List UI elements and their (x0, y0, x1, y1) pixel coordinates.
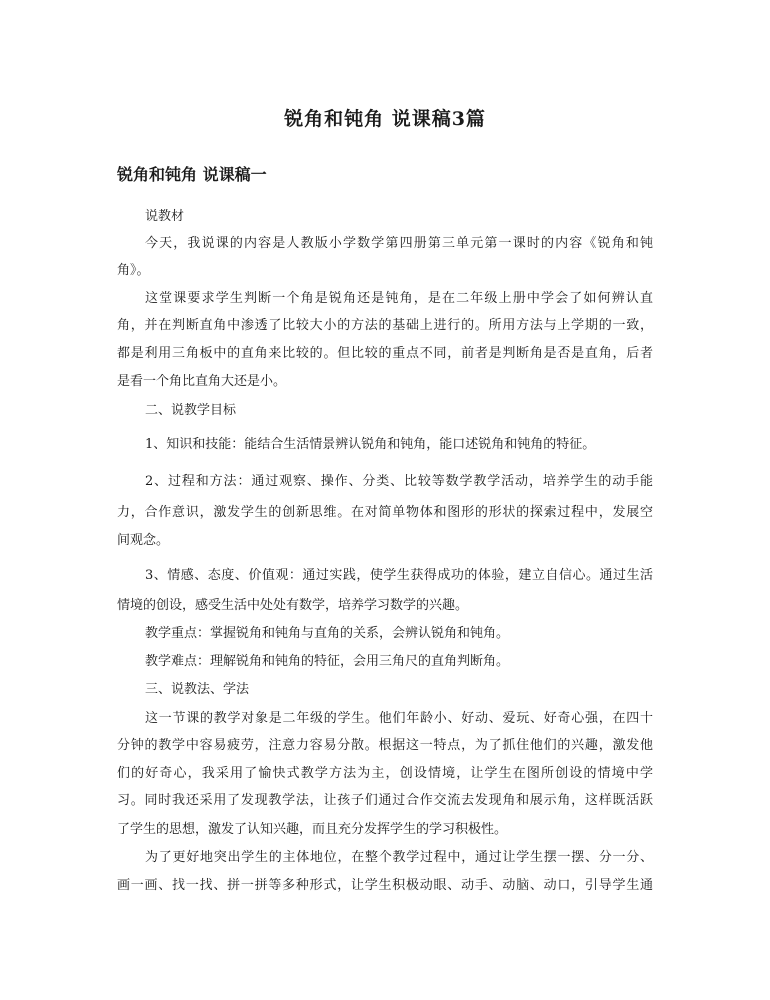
paragraph-line: 了学生的思想，激发了认知兴趣，而且充分发挥学生的学习积极性。 (117, 822, 508, 837)
paragraph-line: 间观念。 (117, 533, 170, 548)
paragraph-line: 教学难点：理解锐角和钝角的特征，会用三角尺的直角判断角。 (145, 654, 510, 669)
paragraph-line: 习。同时我还采用了发现教学法，让孩子们通过合作交流去发现角和展示角，这样既活跃 (117, 793, 653, 808)
paragraph-line: 力，合作意识，激发学生的创新思维。在对简单物体和图形的形状的探索过程中，发展空 (117, 505, 653, 520)
paragraph-line: 画一画、找一找、拼一拼等多种形式，让学生积极动眼、动手、动脑、动口，引导学生通 (117, 878, 653, 893)
paragraph-line: 教学重点：掌握锐角和钝角与直角的关系，会辨认锐角和钝角。 (145, 626, 510, 641)
section-title: 锐角和钝角 说课稿一 (117, 165, 267, 184)
paragraph-line: 角，并在判断直角中渗透了比较大小的方法的基础上进行的。所用方法与上学期的一致， (117, 318, 653, 333)
paragraph-line: 这一节课的教学对象是二年级的学生。他们年龄小、好动、爱玩、好奇心强，在四十 (145, 711, 653, 726)
paragraph-line: 角》。 (117, 263, 150, 278)
paragraph-line: 三、说教法、学法 (145, 682, 250, 697)
paragraph-line: 今天，我说课的内容是人教版小学数学第四册第三单元第一课时的内容《锐角和钝 (145, 236, 653, 251)
paragraph-line: 这堂课要求学生判断一个角是锐角还是钝角，是在二年级上册中学会了如何辨认直 (145, 291, 653, 306)
paragraph-line: 二、说教学目标 (145, 403, 237, 418)
paragraph-line: 1、知识和技能：能结合生活情景辨认锐角和钝角，能口述锐角和钝角的特征。 (145, 437, 596, 452)
document-title: 锐角和钝角 说课稿3篇 (284, 108, 486, 130)
paragraph-line: 2、过程和方法：通过观察、操作、分类、比较等数学教学活动，培养学生的动手能 (145, 474, 653, 489)
paragraph-line: 说教材 (145, 209, 185, 224)
paragraph-line: 都是利用三角板中的直角来比较的。但比较的重点不同，前者是判断角是否是直角，后者 (117, 346, 653, 361)
paragraph-line: 情境的创设，感受生活中处处有数学，培养学习数学的兴趣。 (117, 598, 469, 613)
paragraph-line: 为了更好地突出学生的主体地位，在整个教学过程中，通过让学生摆一摆、分一分、 (145, 850, 653, 865)
paragraph-line: 3、情感、态度、价值观：通过实践，使学生获得成功的体验，建立自信心。通过生活 (145, 568, 653, 583)
paragraph-line: 们的好奇心，我采用了愉快式教学方法为主，创设情境，让学生在图所创设的情境中学 (117, 766, 653, 781)
paragraph-line: 是看一个角比直角大还是小。 (117, 374, 287, 389)
paragraph-line: 分钟的教学中容易疲劳，注意力容易分散。根据这一特点，为了抓住他们的兴趣，激发他 (117, 738, 653, 753)
